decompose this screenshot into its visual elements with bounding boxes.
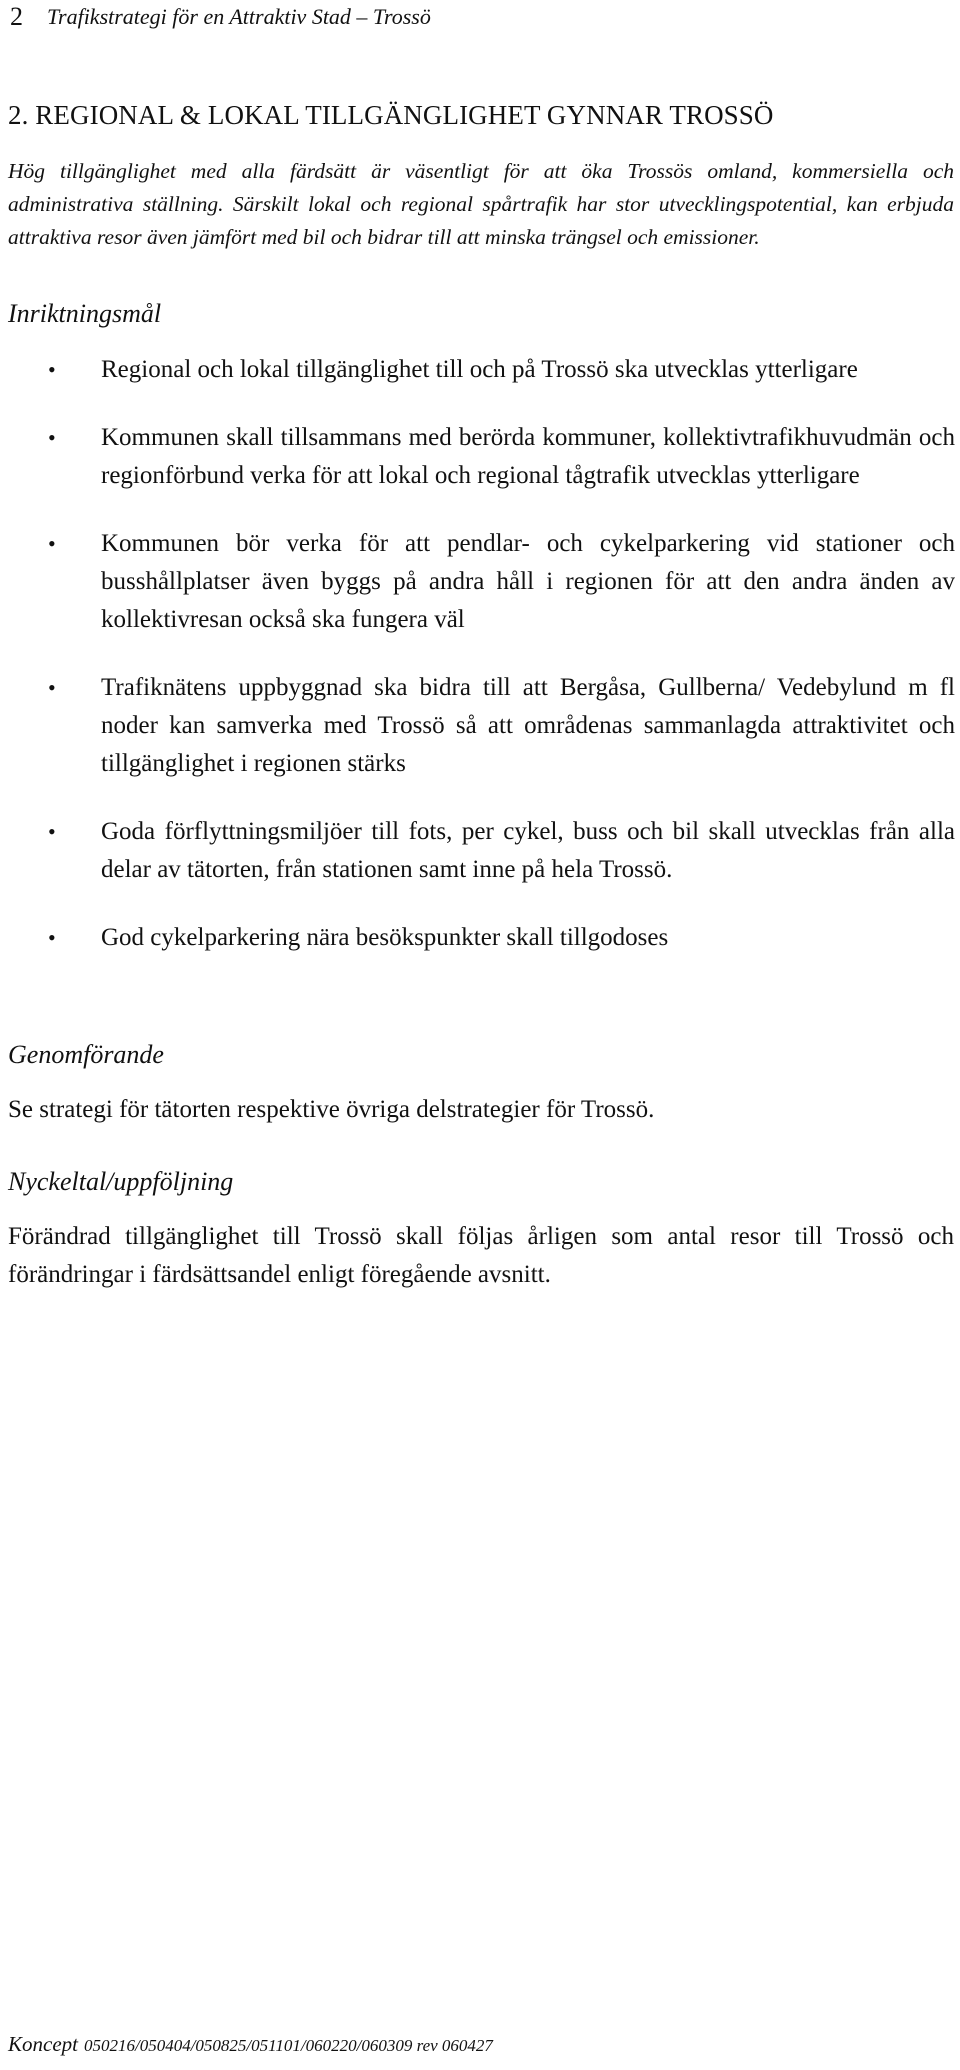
section-heading: 2. REGIONAL & LOKAL TILLGÄNGLIGHET GYNNAR TROSSÖ xyxy=(8,100,774,130)
list-item xyxy=(0,351,960,389)
page-header xyxy=(10,0,431,34)
section-lead-paragraph: Hög tillgänglighet med alla färdsätt är väsentligt för att öka Trossös omland, kommersiella och administrativa ställning. Särskilt lokal och regional spårtrafik har stor utvecklingspotential, kan erbjuda attraktiva resor även jämfört med bil och bidrar till att minska trängsel och emissioner. xyxy=(8,159,954,249)
list-item-text: Regional och lokal tillgänglighet till och på Trossö ska utvecklas ytterligare xyxy=(101,356,858,383)
page-number: 2 xyxy=(10,2,23,31)
genomforande-heading: Genomförande xyxy=(8,1040,164,1069)
nyckeltal-heading: Nyckeltal/uppföljning xyxy=(8,1167,234,1196)
list-item xyxy=(0,419,960,495)
footer-version-history: 050216/050404/050825/051101/060220/060309 rev 060427 xyxy=(83,2036,493,2055)
nyckeltal-text: Förändrad tillgänglighet till Trossö skall följas årligen som antal resor till Trossö och förändringar i färdsättsandel enligt föregående avsnitt. xyxy=(8,1223,954,1288)
bullet-icon: • xyxy=(48,819,56,844)
bullet-icon: • xyxy=(48,675,56,700)
inriktningsmal-list xyxy=(0,351,960,987)
bullet-icon: • xyxy=(48,425,56,450)
list-item xyxy=(0,919,960,957)
list-item xyxy=(0,813,960,889)
genomforande-text: Se strategi för tätorten respektive övriga delstrategier för Trossö. xyxy=(8,1096,655,1123)
list-item-text: Trafiknätens uppbyggnad ska bidra till att Bergåsa, Gullberna/ Vedebylund m fl noder kan samverka med Trossö så att områdenas sammanlagda attraktivitet och tillgänglighet i regionen stärks xyxy=(101,674,955,777)
inriktningsmal-heading: Inriktningsmål xyxy=(8,299,162,328)
list-item-text: Kommunen bör verka för att pendlar- och cykelparkering vid stationer och busshållplatser även byggs på andra håll i regionen för att den andra änden av kollektivresan också ska fungera väl xyxy=(101,530,955,633)
bullet-icon: • xyxy=(48,531,56,556)
list-item-text: Kommunen skall tillsammans med berörda kommuner, kollektivtrafikhuvudmän och regionförbund verka för att lokal och regional tågtrafik utvecklas ytterligare xyxy=(101,424,955,489)
running-title: Trafikstrategi för en Attraktiv Stad – Trossö xyxy=(47,4,431,29)
bullet-icon: • xyxy=(48,357,56,382)
page-footer xyxy=(8,2032,493,2062)
list-item-text: Goda förflyttningsmiljöer till fots, per cykel, buss och bil skall utvecklas från alla delar av tätorten, från stationen samt inne på hela Trossö. xyxy=(101,818,955,883)
list-item xyxy=(0,669,960,783)
list-item xyxy=(0,525,960,639)
footer-label: Koncept xyxy=(8,2032,78,2056)
list-item-text: God cykelparkering nära besökspunkter skall tillgodoses xyxy=(101,924,669,951)
bullet-icon: • xyxy=(48,925,56,950)
